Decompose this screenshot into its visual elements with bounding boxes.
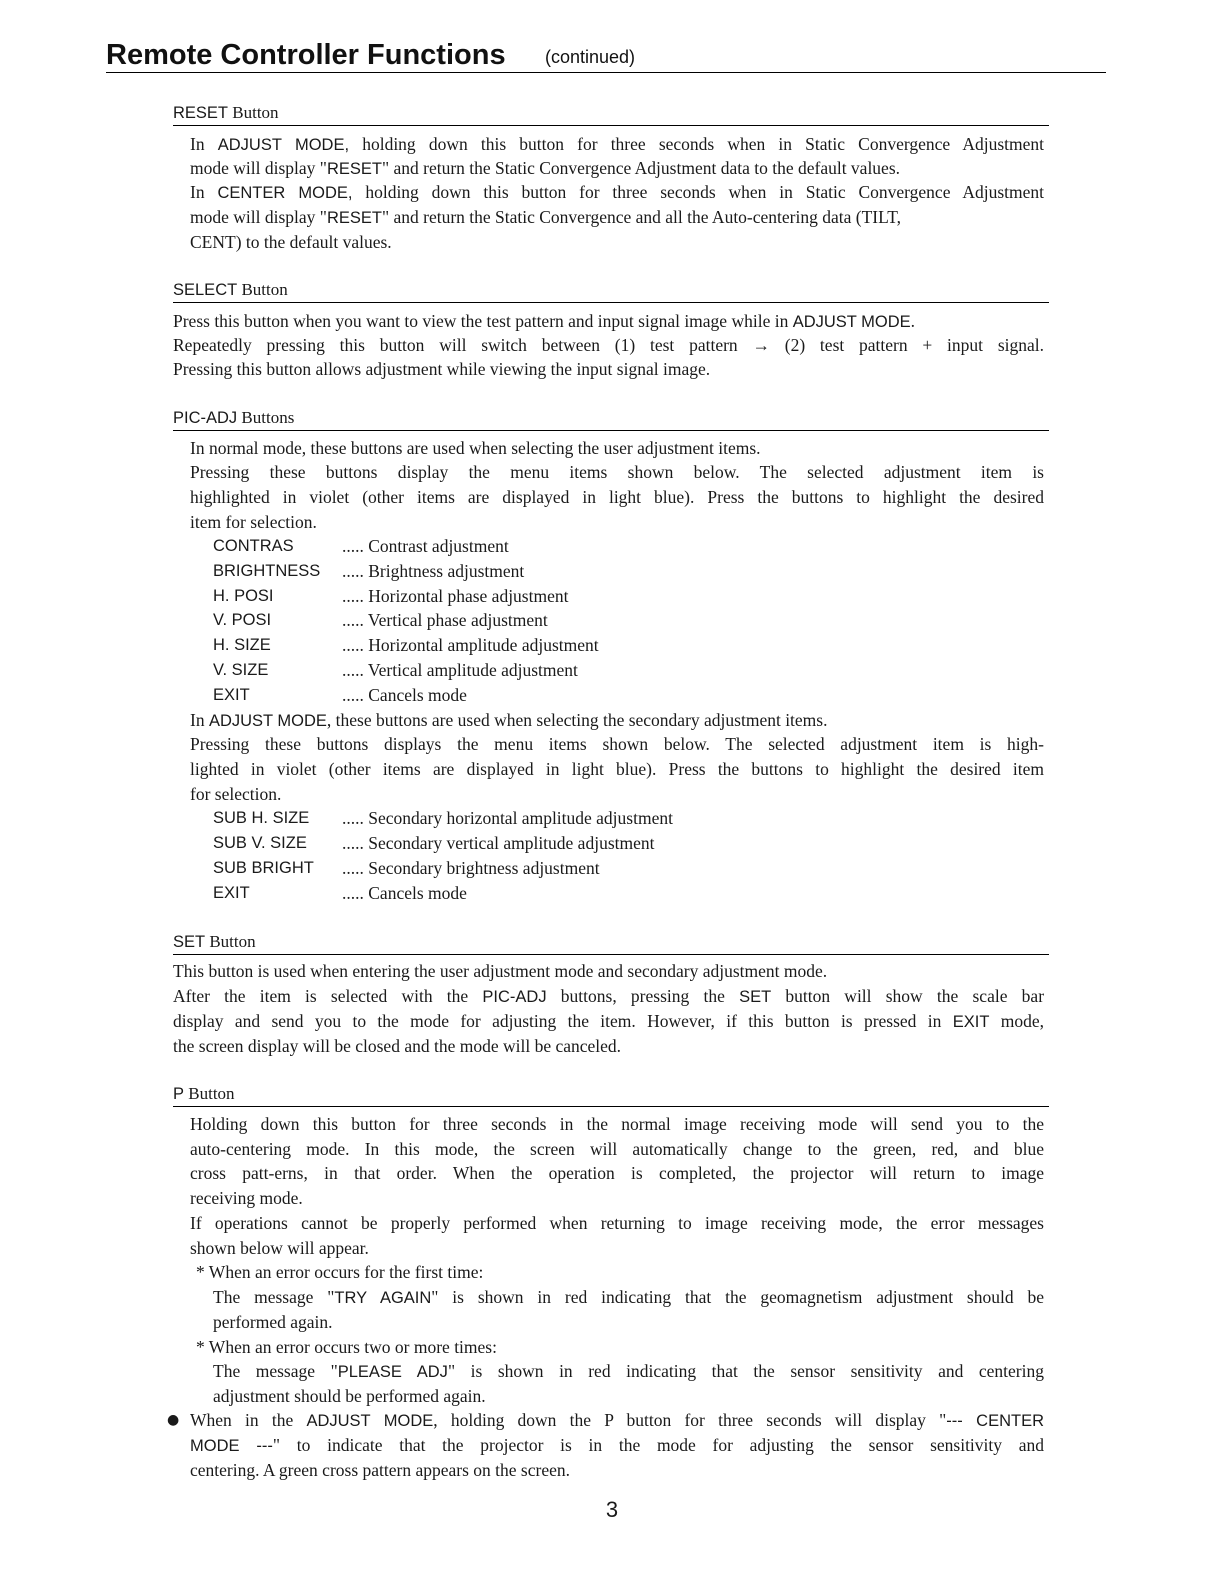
page-number: 3 (605, 1497, 619, 1522)
button-name: PIC-ADJ (482, 988, 547, 1006)
heading-key: SELECT (173, 281, 238, 299)
heading-word: Buttons (241, 408, 295, 427)
error-first-line-1: The message "TRY AGAIN" is shown in red indicating that the geomagnetism adjustment should be (213, 1287, 1044, 1307)
select-line-2: Repeatedly pressing this button will switch between (1) test pattern → (2) test pattern + input signal. (173, 335, 1044, 355)
sub-menu-item-desc: ..... Secondary brightness adjustment (342, 858, 600, 878)
heading-word: Button (241, 280, 288, 299)
sub-menu-item-desc: ..... Secondary vertical amplitude adjustment (342, 833, 655, 853)
error-first-title: * When an error occurs for the first time: (196, 1262, 484, 1282)
error-second-line-1: The message "PLEASE ADJ" is shown in red indicating that the sensor sensitivity and centering (213, 1361, 1044, 1381)
bullet-line-1: When in the ADJUST MODE, holding down the P button for three seconds will display "--- CENTER (190, 1410, 1045, 1430)
display-text: RESET (326, 209, 382, 227)
section-heading-p (173, 1084, 1049, 1107)
heading-key: RESET (173, 104, 229, 122)
sub-menu-item-term: SUB V. SIZE (213, 834, 307, 852)
section-heading-pic-adj (173, 408, 1049, 431)
p-line-6: shown below will appear. (190, 1238, 369, 1258)
picadj-adjust-intro-1: In ADJUST MODE, these buttons are used when selecting the secondary adjustment items. (190, 710, 828, 730)
menu-item-desc: ..... Vertical phase adjustment (342, 610, 548, 630)
set-line-3: display and send you to the mode for adjusting the item. However, if this button is pressed in EXIT mode, (173, 1011, 1045, 1031)
picadj-intro-4: item for selection. (190, 512, 317, 532)
bullet-line-2: MODE ---" to indicate that the projector is in the mode for adjusting the sensor sensitivity and (190, 1435, 1044, 1455)
heading-key: P (173, 1085, 185, 1103)
page-header (106, 38, 1106, 73)
error-message: TRY AGAIN (334, 1289, 432, 1307)
set-line-1: This button is used when entering the user adjustment mode and secondary adjustment mode. (173, 961, 828, 981)
page-subtitle: (continued) (545, 47, 636, 67)
menu-item-term: CONTRAS (213, 537, 294, 555)
select-line-1: Press this button when you want to view the test pattern and input signal image while in ADJUST MODE. (173, 311, 916, 331)
p-line-3: cross patt-erns, in that order. When the operation is completed, the projector will return to image (190, 1163, 1044, 1183)
set-line-4: the screen display will be closed and the mode will be canceled. (173, 1036, 622, 1056)
display-text: RESET (326, 160, 382, 178)
menu-item-desc: ..... Contrast adjustment (342, 536, 509, 556)
error-second-title: * When an error occurs two or more times: (196, 1337, 497, 1357)
error-message: PLEASE ADJ (337, 1363, 448, 1381)
menu-item-term: BRIGHTNESS (213, 562, 321, 580)
mode-name: ADJUST MODE (306, 1412, 434, 1430)
p-line-4: receiving mode. (190, 1188, 303, 1208)
menu-item-term: H. POSI (213, 587, 274, 605)
sub-menu-item-desc: ..... Secondary horizontal amplitude adjustment (342, 808, 673, 828)
display-text: MODE --- (190, 1437, 273, 1455)
heading-word: Button (232, 103, 279, 122)
heading-key: SET (173, 933, 206, 951)
picadj-intro-2: Pressing these buttons display the menu items shown below. The selected adjustment item is (190, 462, 1044, 482)
sub-menu-item-term: SUB H. SIZE (213, 809, 310, 827)
reset-line-4: mode will display "RESET" and return the Static Convergence and all the Auto-centering data (TILT, (190, 207, 901, 227)
reset-line-5: CENT) to the default values. (190, 232, 392, 252)
display-text: --- CENTER (946, 1412, 1045, 1430)
bullet-line-3: centering. A green cross pattern appears on the screen. (190, 1460, 570, 1480)
reset-line-1: In ADJUST MODE, holding down this button for three seconds when in Static Convergence Adjustment (190, 134, 1045, 154)
bullet-icon: ● (167, 1412, 180, 1428)
page-title: Remote Controller Functions (106, 39, 506, 71)
sub-menu-item-term: SUB BRIGHT (213, 859, 314, 877)
select-line-3: Pressing this button allows adjustment while viewing the input signal image. (173, 359, 711, 379)
error-first-line-2: performed again. (213, 1312, 333, 1332)
menu-item-desc: ..... Vertical amplitude adjustment (342, 660, 578, 680)
menu-item-term: EXIT (213, 686, 250, 704)
menu-item-term: H. SIZE (213, 636, 271, 654)
heading-word: Button (188, 1084, 235, 1103)
section-heading-reset (173, 103, 1049, 126)
menu-item-desc: ..... Horizontal amplitude adjustment (342, 635, 599, 655)
mode-name: ADJUST MODE, (217, 136, 350, 154)
picadj-intro-3: highlighted in violet (other items are displayed in light blue). Press the buttons to highlight the desired (190, 487, 1044, 507)
reset-line-3: In CENTER MODE, holding down this button for three seconds when in Static Convergence Adjustment (190, 182, 1045, 202)
mode-name: EXIT (952, 1013, 990, 1031)
section-heading-set (173, 932, 1049, 955)
picadj-adjust-intro-3: lighted in violet (other items are displayed in light blue). Press the buttons to highlight the desired item (190, 759, 1044, 779)
menu-item-desc: ..... Cancels mode (342, 685, 467, 705)
sub-menu-item-desc: ..... Cancels mode (342, 883, 467, 903)
sub-menu-item-term: EXIT (213, 884, 250, 902)
button-name: SET (739, 988, 772, 1006)
heading-word: Button (209, 932, 256, 951)
p-line-1: Holding down this button for three seconds in the normal image receiving mode will send you to the (190, 1114, 1044, 1134)
reset-line-2: mode will display "RESET" and return the Static Convergence Adjustment data to the default values. (190, 158, 901, 178)
menu-item-desc: ..... Horizontal phase adjustment (342, 586, 569, 606)
menu-item-term: V. POSI (213, 611, 272, 629)
picadj-intro-1: In normal mode, these buttons are used when selecting the user adjustment items. (190, 438, 761, 458)
error-second-line-2: adjustment should be performed again. (213, 1386, 486, 1406)
heading-key: PIC-ADJ (173, 409, 238, 427)
picadj-adjust-intro-2: Pressing these buttons displays the menu items shown below. The selected adjustment item is high- (190, 734, 1044, 754)
picadj-adjust-intro-4: for selection. (190, 784, 282, 804)
menu-item-desc: ..... Brightness adjustment (342, 561, 525, 581)
p-line-2: auto-centering mode. In this mode, the screen will automatically change to the green, red, and blue (190, 1139, 1044, 1159)
mode-name: CENTER MODE, (217, 184, 353, 202)
mode-name: ADJUST MODE (792, 313, 911, 331)
menu-item-term: V. SIZE (213, 661, 269, 679)
p-line-5: If operations cannot be properly performed when returning to image receiving mode, the error messages (190, 1213, 1044, 1233)
set-line-2: After the item is selected with the PIC-ADJ buttons, pressing the SET button will show the scale bar (173, 986, 1045, 1006)
mode-name: ADJUST MODE (208, 712, 327, 730)
section-heading-select (173, 280, 1049, 303)
